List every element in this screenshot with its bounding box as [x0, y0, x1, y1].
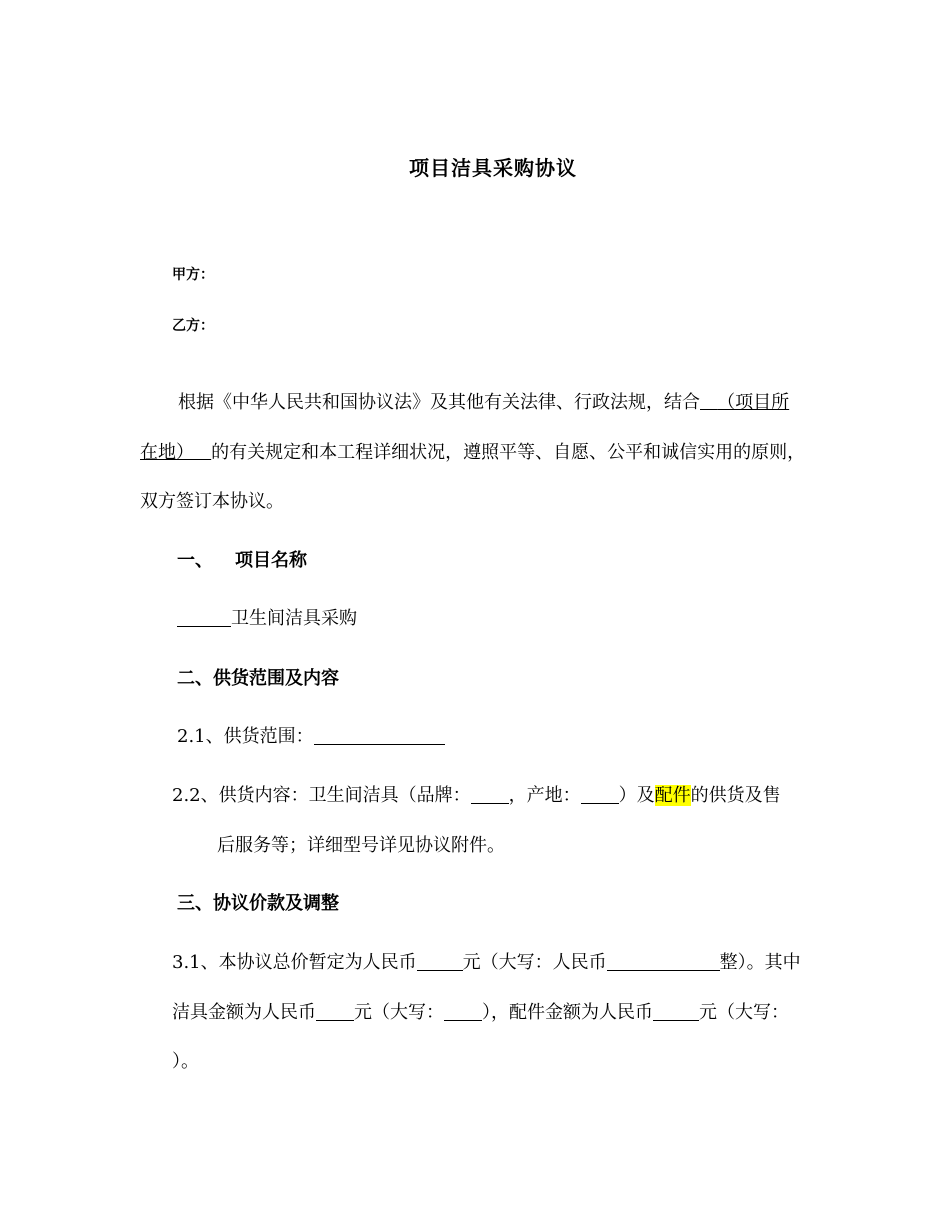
- supply-scope-blank: [314, 726, 445, 745]
- total-amount-blank: [417, 952, 463, 971]
- project-name-blank: [177, 608, 231, 627]
- brand-blank: [471, 785, 509, 804]
- total-amount-words-blank: [607, 952, 720, 971]
- intro-line-2: [140, 441, 805, 465]
- section-3-item-1: 3.1、本协议总价暂定为人民币 元（大写：人民币 整）。其中: [172, 952, 801, 973]
- origin-blank: [581, 785, 619, 804]
- section-1-content: 卫生间洁具采购: [177, 607, 357, 631]
- section-3-item-1-line-2: 洁具金额为人民币 元（大写： ），配件金额为人民币 元（大写：: [172, 1002, 789, 1023]
- document-title: 项目洁具采购协议: [409, 156, 577, 180]
- section-2-item-1: 2.1、供货范围：: [177, 725, 445, 749]
- section-2-item-2: 2.2、供货内容：卫生间洁具（品牌： ，产地： ）及配件的供货及售: [172, 785, 781, 806]
- intro-text-2: 的有关规定和本工程详细状况，遵照平等、自愿、公平和诚信实用的原则，: [211, 442, 806, 463]
- party-b-label: 乙方：: [172, 318, 214, 334]
- section-2-item-2-cont: 后服务等；详细型号详见协议附件。: [217, 835, 505, 856]
- intro-line-1: [178, 391, 789, 415]
- fixture-amount-blank: [316, 1002, 354, 1021]
- location-blank: （项目所: [717, 392, 790, 413]
- fixture-amount-words-blank: [444, 1002, 482, 1021]
- highlighted-text: 配件: [654, 785, 691, 806]
- section-2-heading: 二、供货范围及内容: [177, 668, 339, 689]
- section-1-heading: 一、 项目名称: [177, 550, 307, 571]
- intro-line-3: 双方签订本协议。: [140, 491, 284, 512]
- accessory-amount-blank: [653, 1002, 699, 1021]
- party-a-label: 甲方：: [172, 267, 214, 283]
- section-3-item-1-line-3: ）。: [172, 1051, 199, 1072]
- location-blank-cont: 在地）: [140, 442, 194, 463]
- intro-text: 根据《中华人民共和国协议法》及其他有关法律、行政法规，结合: [178, 392, 700, 413]
- section-3-heading: 三、协议价款及调整: [177, 893, 339, 914]
